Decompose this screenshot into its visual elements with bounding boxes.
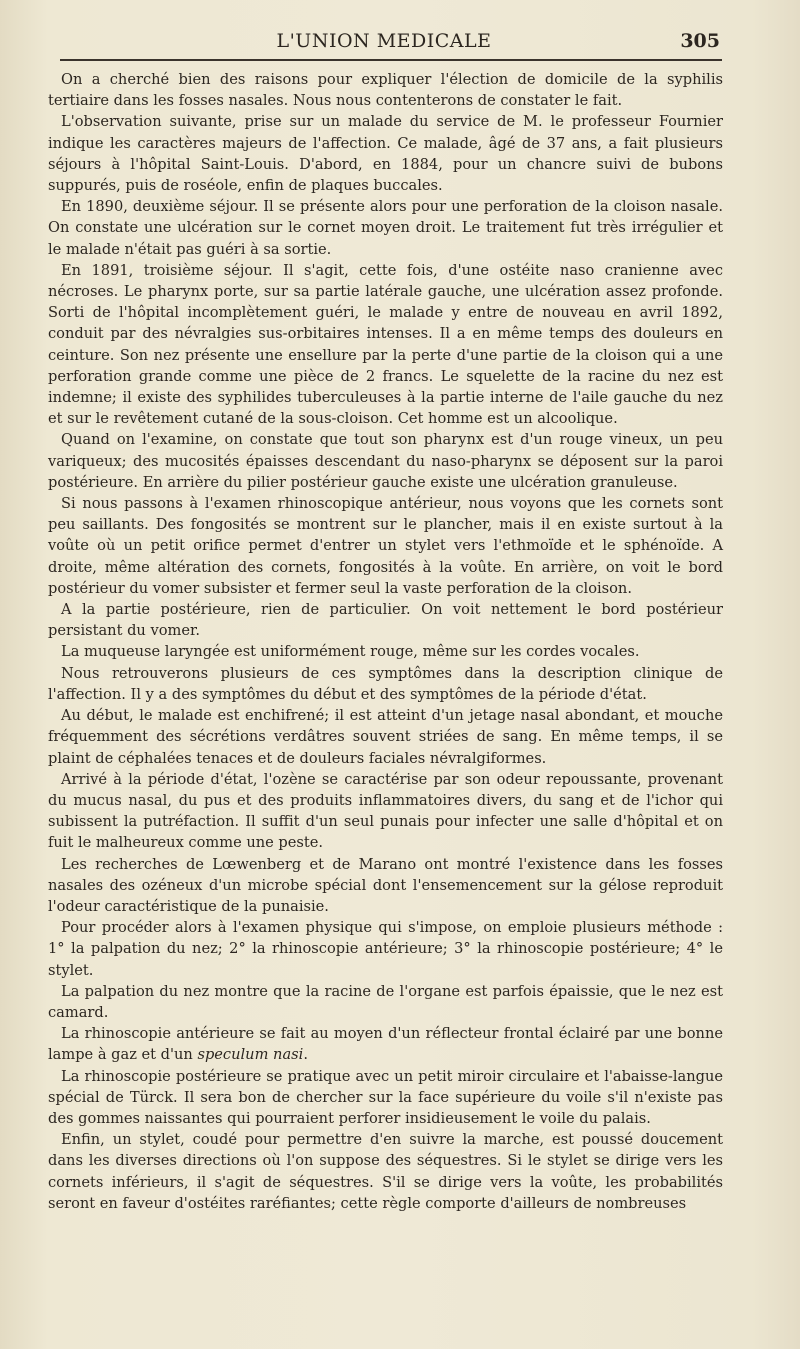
page-number: 305 <box>680 30 720 52</box>
paragraph: On a cherché bien des raisons pour expliquer l'élection de domicile de la syphilis tertiaire dans les fosses nasales. Nous nous contenterons de constater le fait. <box>48 71 723 110</box>
text-run: La rhinoscopie antérieure se fait au moyen d'un réflecteur frontal éclairé par une bonne lampe à gaz et d'un <box>48 1025 723 1064</box>
paragraph: Arrivé à la période d'état, l'ozène se caractérise par son odeur repoussante, provenant du mucus nasal, du pus et des produits inflammatoires divers, du sang et de l'ichor qui subissent la putréfaction. Il suffit d'un seul punais pour infecter une salle d'hôpital et on fuit le malheureux comme une peste. <box>48 770 723 852</box>
paragraph: Enfin, un stylet, coudé pour permettre d'en suivre la marche, est poussé doucement dans les diverses directions où l'on suppose des séquestres. Si le stylet se dirige vers les cornets inférieurs, il s'agit de séquestres. S'il se dirige vers la voûte, les probabilités seront en faveur d'ostéites raréfiantes; cette règle comporte d'ailleurs de nombreuses <box>48 1131 723 1212</box>
paragraph: La palpation du nez montre que la racine de l'organe est parfois épaissie, que le nez est camard. <box>48 982 723 1021</box>
paragraph: Quand on l'examine, on constate que tout son pharynx est d'un rouge vineux, un peu variqueux; des mucosités épaisses descendant du naso-pharynx se déposent sur la paroi postérieure. En arrière du pilier postérieur gauche existe une ulcération granuleuse. <box>48 431 723 491</box>
paragraph: En 1891, troisième séjour. Il s'agit, cette fois, d'une ostéite naso cranienne avec nécroses. Le pharynx porte, sur sa partie latérale gauche, une ulcération assez profonde. Sorti de l'hôpital incomplètement guéri, le malade y entre de nouveau en avril 1892, conduit par des névralgies sus-orbitaires intenses. Il a en même temps des douleurs en ceinture. Son nez présente une ensellure par la perte d'une partie de la cloison qui a une perforation grande comme une pièce de 2 francs. Le squelette de la racine du nez est indemne; il existe des syphilides tuberculeuses à la partie interne de l'aile gauche du nez et sur le revêtement cutané de la sous-cloison. Cet homme est un alcoolique. <box>48 261 723 428</box>
paragraph: Pour procéder alors à l'examen physique qui s'impose, on emploie plusieurs méthode : 1° la palpation du nez; 2° la rhinoscopie antérieure; 3° la rhinoscopie postérieure; 4° le stylet. <box>48 919 723 979</box>
paragraph: Nous retrouverons plusieurs de ces symptômes dans la description clinique de l'affection. Il y a des symptômes du début et des symptômes de la période d'état. <box>48 664 723 703</box>
header-rule <box>60 59 722 61</box>
paragraph: Si nous passons à l'examen rhinoscopique antérieur, nous voyons que les cornets sont peu saillants. Des fongosités se montrent sur le plancher, mais il en existe surtout à la voûte où un petit orifice permet d'entrer un stylet vers l'ethmoïde et le sphénoïde. A droite, même altération des cornets, fongosités à la voûte. En arrière, on voit le bord postérieur du vomer subsister et fermer seul la vaste perforation de la cloison. <box>48 495 723 597</box>
text-run: . <box>303 1046 308 1064</box>
page-header <box>48 22 720 54</box>
article-body <box>48 69 723 1214</box>
paragraph: En 1890, deuxième séjour. Il se présente alors pour une perforation de la cloison nasale. On constate une ulcération sur le cornet moyen droit. Le traitement fut très irrégulier et le malade n'était pas guéri à sa sortie. <box>48 198 723 258</box>
paragraph: Les recherches de Lœwenberg et de Marano ont montré l'existence dans les fosses nasales des ozéneux d'un microbe spécial dont l'ensemencement sur la gélose reproduit l'odeur caractéristique de la punaisie. <box>48 855 723 915</box>
paragraph: A la partie postérieure, rien de particulier. On voit nettement le bord postérieur persistant du vomer. <box>48 601 723 640</box>
paragraph: La rhinoscopie postérieure se pratique avec un petit miroir circulaire et l'abaisse-langue spécial de Türck. Il sera bon de chercher sur la face supérieure du voile s'il n'existe pas des gommes naissantes qui pourraient perforer insidieusement le voile du palais. <box>48 1067 723 1127</box>
running-title: L'UNION MEDICALE <box>276 30 492 52</box>
italic-term: speculum nasi <box>197 1046 304 1064</box>
paragraph-speculum <box>48 1023 723 1065</box>
paragraph: La muqueuse laryngée est uniformément rouge, même sur les cordes vocales. <box>61 643 640 661</box>
paragraph: L'observation suivante, prise sur un malade du service de M. le professeur Fournier indique les caractères majeurs de l'affection. Ce malade, âgé de 37 ans, a fait plusieurs séjours à l'hôpital Saint-Louis. D'abord, en 1884, pour un chancre suivi de bubons suppurés, puis de roséole, enfin de plaques buccales. <box>48 113 723 195</box>
paragraph: Au début, le malade est enchifrené; il est atteint d'un jetage nasal abondant, et mouche fréquemment des sécrétions verdâtres souvent striées de sang. En même temps, il se plaint de céphalées tenaces et de douleurs faciales névralgiformes. <box>48 707 723 767</box>
